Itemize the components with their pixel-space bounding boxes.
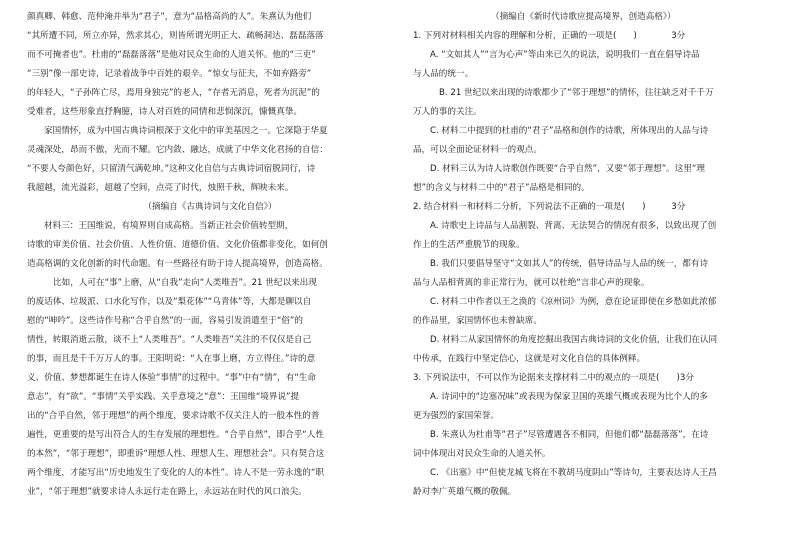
right-text-line: 中传承，在践行中坚定信心，这就是对文化自信的具体例释。 (413, 354, 646, 364)
right-text-line: （摘编自《新时代诗歌应提高境界，创造高格》） (491, 12, 676, 22)
right-text-line: 龄对李广英雄气概的敬佩。 (413, 487, 517, 497)
left-text-line: 两个维度，才能写出“历史地发生了变化的人的本性”。诗人不是一劳永逸的“职 (27, 468, 324, 478)
right-text-line: 作上的生活严重脱节的现象。 (413, 240, 525, 250)
left-text-line: “其所遭不同，所立亦异，然求其心，则皆所谓光明正大、疏畅洞达、磊磊落落 (27, 31, 324, 41)
right-text-line: D. 材料二从家国情怀的角度挖掘出我国古典诗词的文化价值，让我们在认同 (430, 335, 718, 345)
left-text-line: 业”，“邻于理想”就要求诗人永远行走在路上，永远站在时代的风口浪尖。 (27, 487, 307, 497)
left-text-line: 家国情怀，成为中国古典诗词根深于文化中的审美基因之一。它深隐于华夏 (44, 126, 328, 136)
left-text-line: 的本然”，“邻于理想”，即重诉“理想人性、理想人生、理想社会”。只有契合这 (27, 449, 325, 459)
right-text-line: C. 材料二中作者以王之涣的《凉州词》为例，意在论证即使在乡愁如此浓郁 (430, 297, 717, 307)
left-text-line: “三别”像一部史诗，记录着战争中百姓的艰辛。“惊女与征夫，不如弃路旁” (27, 69, 312, 79)
right-column (413, 8, 779, 502)
left-column (27, 8, 393, 502)
left-text-line: （摘编自《古典诗词与文化自信》） (143, 202, 277, 212)
right-text-line: 1. 下列对材料相关内容的理解和分析，正确的一项是( ) 3分 (413, 31, 686, 41)
left-text-line: 慰的“呻吟”。这些诗作号称“合乎自然”的一面，容易引发消遣至于“俗”的 (27, 316, 303, 326)
left-text-line: 材料三：王国维说，有境界则自成高格。当新正社会价值转型期， (44, 221, 294, 231)
left-text-line: 的废话体、垃圾派、口水化写作，以及“梨花体”“乌青体”等，大都是聊以自 (27, 297, 312, 307)
right-text-line: 万人的事的关注。 (413, 107, 482, 117)
right-text-line: C. 《出塞》中“但使龙城飞将在不教胡马度阴山”等诗句，主要表达诗人王昌 (430, 468, 717, 478)
right-text-line: 想”的含义与材料二中的“君子”品格是相同的。 (413, 183, 590, 193)
right-text-line: 2. 结合材料一和材料二分析，下列说法不正确的一项是( ) 3分 (413, 202, 686, 212)
left-text-line: 我超越，流光溢彩，超越了空间，点亮了时代，烛照千秋，辉映未来。 (27, 183, 294, 193)
right-text-line: B. 我们只要倡导坚守“文如其人”的传统，倡导诗品与人品的统一，都有诗 (430, 259, 709, 269)
left-text-line: 义、价值、梦想都诞生在诗人体验“事情”的过程中。“事”中有“情”，有“生命 (27, 373, 316, 383)
left-text-line: 比如，人可在“事”上磨，从“自我”走向“人类唯吾”。21 世纪以来出现 (53, 278, 317, 288)
left-text-line: 遍性，更重要的是写出符合人的生存发展的理想性。“合乎自然”，即合乎“人性 (27, 430, 324, 440)
right-text-line: A. “文如其人”“言为心声”等由来已久的说法，说明我们一直在倡导诗品 (430, 50, 700, 60)
right-text-line: B. 朱熹认为杜甫等“君子”尽管遭遇各不相同，但他们都“磊磊落落”，在诗 (430, 430, 709, 440)
right-text-line: 与人品的统一。 (413, 69, 474, 79)
left-text-line: 灵魂深处，昂而不傲，光而不耀。它内敛、融达，成就了中华文化君扬的自信： (27, 145, 328, 155)
left-text-line: 造高格调的文化创新的时代命题。有一些路径有助于诗人提高境界，创造高格。 (27, 259, 328, 269)
right-text-line: 的作品里，家国情怀也未曾缺席。 (413, 316, 542, 326)
right-text-line: 品，可以全面论证材料一的观点。 (413, 145, 542, 155)
left-text-line: 意志”，有“欲”。“事情”关乎实践、关乎意境之“意”：王国维“境界说”提 (27, 392, 300, 402)
right-text-line: D. 材料三认为诗人诗歌创作既要“合乎自然”，又要“邻于理想”。这里“理 (430, 164, 705, 174)
left-text-line: 的事，而且是千千万万人的事。王阳明说：“人在事上磨，方立得住。”诗的意 (27, 354, 316, 364)
right-text-line: 更为强烈的家国荣誉。 (413, 411, 499, 421)
right-text-line: 品与人品相背离的非正常行为，就可以杜绝“言非心声的现象。 (413, 278, 650, 288)
left-text-line: 受难者，这些形象直抒胸臆，诗人对百姓的同情和悲悯深沉，慷慨真挚。 (27, 107, 303, 117)
left-text-line: 而不可掩者也”。杜甫的“磊磊落落”是他对民众生命的人道关怀。他的“三吏” (27, 50, 316, 60)
right-text-line: B. 21 世纪以来出现的诗歌都少了“邻于理想”的情怀，往往缺乏对千千万 (439, 88, 714, 98)
left-text-line: “不要人夸颜色好，只留清气满乾坤。”这种文化自信与古典诗词宿脱同行，诗 (27, 164, 316, 174)
left-text-line: 颜真卿、韩愈、范仲淹并举为“君子”，意为“品格高尚的人”。朱熹认为他们 (27, 12, 312, 22)
right-text-line: A. 诗词中的“边塞况味”或表现为保家卫国的英雄气概或表现为比个人的多 (430, 392, 708, 402)
right-text-line: A. 诗歌史上诗品与人品割裂、背离、无法契合的情况有很多，以致出现了创 (430, 221, 717, 231)
right-text-line: 3. 下列说法中，不可以作为论据来支撑材料二中的观点的一项是( )3分 (413, 373, 694, 383)
left-text-line: 出的“合乎自然，邻于理想”的两个维度，要求诗歌不仅关注人的一般本性的普 (27, 411, 320, 421)
left-text-line: 的年轻人，“子孙阵亡尽，焉用身独完”的老人，“存者无消息，死者为沉泥”的 (27, 88, 320, 98)
left-text-line: 情性，转眼消逝云散，谈不上“人类唯吾”。“人类唯吾”关注的不仅仅是自己 (27, 335, 312, 345)
right-text-line: C. 材料二中提到的杜甫的“君子”品格和创作的诗歌，所体现出的人品与诗 (430, 126, 709, 136)
left-text-line: 诗歌的审美价值、社会价值、人性价值、道德价值、文化价值都非变化，如何创 (27, 240, 328, 250)
right-text-line: 词中体现出对民众生命的人道关怀。 (413, 449, 551, 459)
